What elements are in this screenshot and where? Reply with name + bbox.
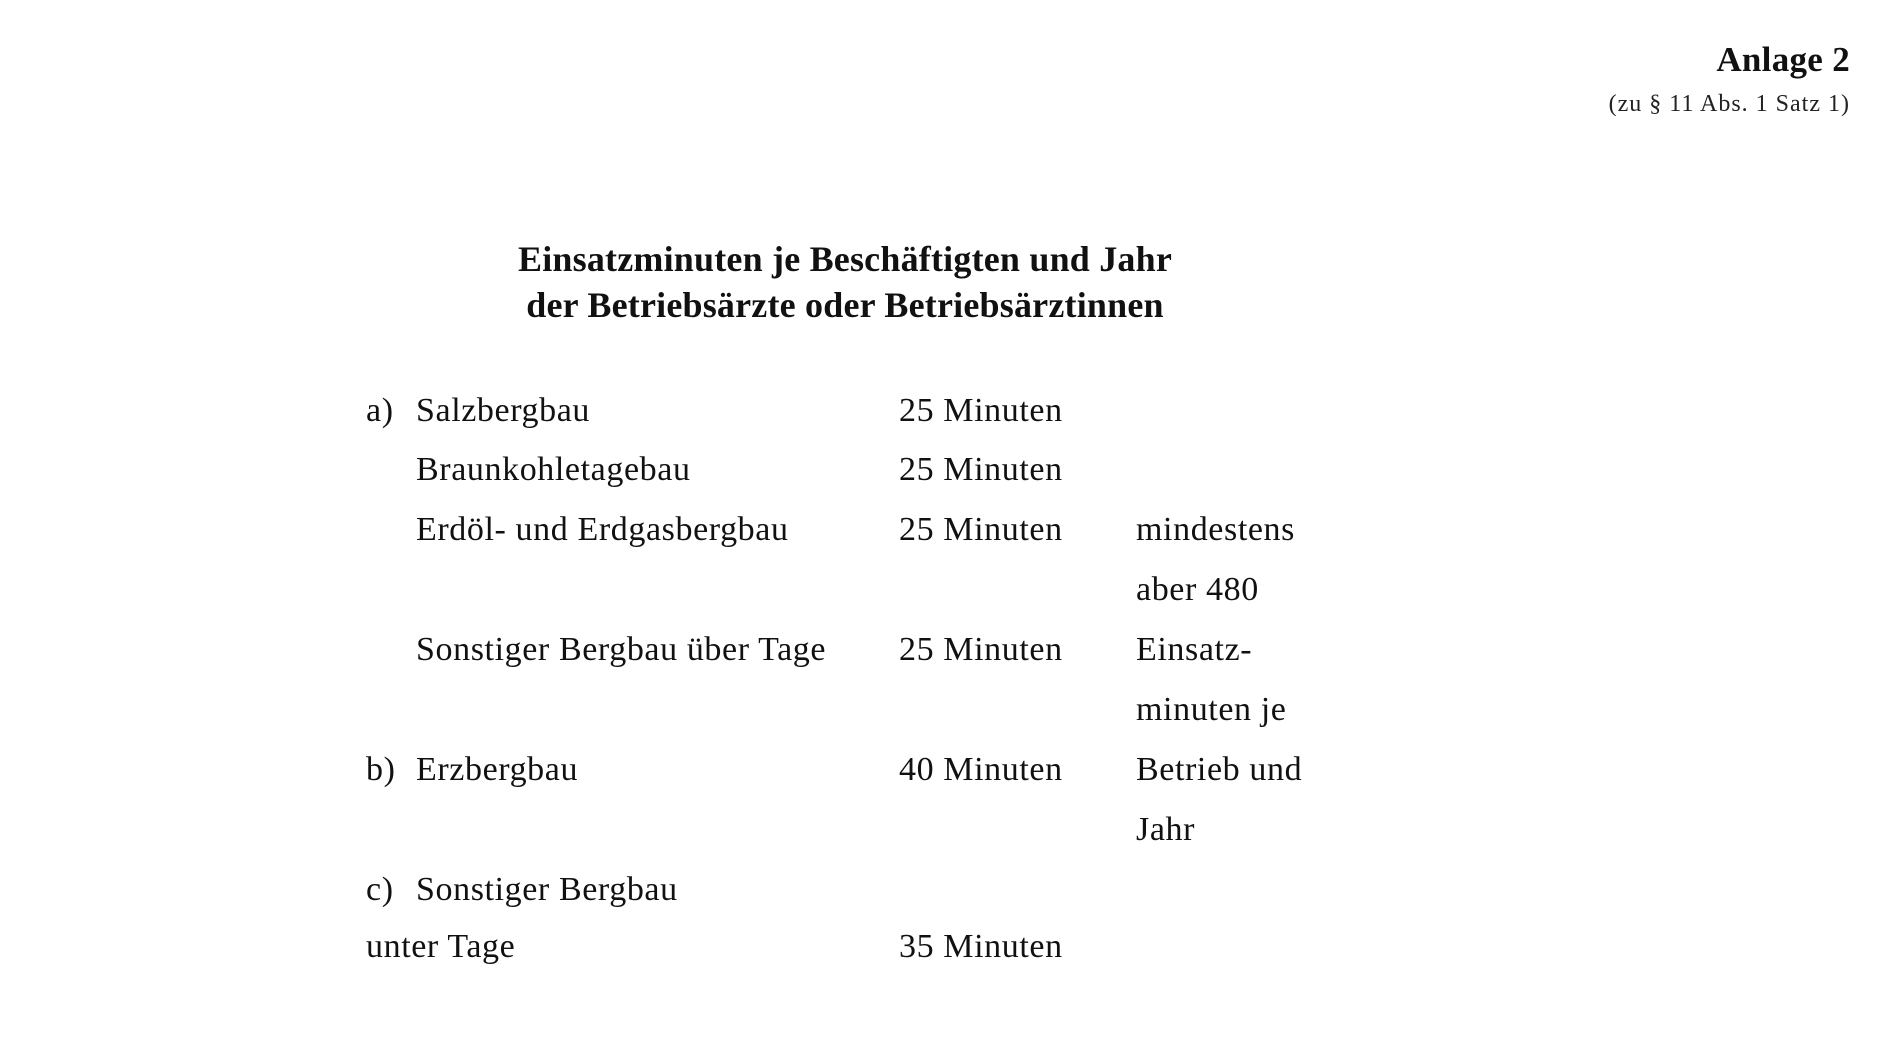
note-line: aber 480 — [1136, 571, 1259, 608]
row-name-continuation: unter Tage — [366, 928, 516, 965]
row-value: 25 Minuten — [899, 631, 1063, 668]
row-value: 25 Minuten — [899, 392, 1063, 429]
row-name: Erdöl- und Erdgasbergbau — [416, 511, 789, 548]
note-line: Einsatz- — [1136, 631, 1253, 668]
row-value: 25 Minuten — [899, 511, 1063, 548]
row-value: 35 Minuten — [899, 928, 1063, 965]
row-value: 40 Minuten — [899, 751, 1063, 788]
row-letter: a) — [366, 392, 394, 429]
row-name: Salzbergbau — [416, 392, 591, 429]
note-line: mindestens — [1136, 511, 1295, 548]
anlage-title: Anlage 2 — [1716, 40, 1850, 79]
document-title — [0, 236, 1690, 328]
note-line: Jahr — [1136, 811, 1196, 848]
document-title-line-2: der Betriebsärzte oder Betriebsärztinnen — [526, 285, 1164, 325]
anlage-reference: (zu § 11 Abs. 1 Satz 1) — [1608, 91, 1850, 117]
row-value: 25 Minuten — [899, 451, 1063, 488]
row-letter: c) — [366, 871, 394, 908]
row-letter: b) — [366, 751, 396, 788]
row-name: Sonstiger Bergbau — [416, 871, 678, 908]
row-name: Braunkohletagebau — [416, 451, 691, 488]
document-title-line-1: Einsatzminuten je Beschäftigten und Jahr — [517, 239, 1173, 279]
row-name: Sonstiger Bergbau über Tage — [416, 631, 827, 668]
note-line: Betrieb und — [1136, 751, 1303, 788]
row-name: Erzbergbau — [416, 751, 579, 788]
note-line: minuten je — [1136, 691, 1287, 728]
